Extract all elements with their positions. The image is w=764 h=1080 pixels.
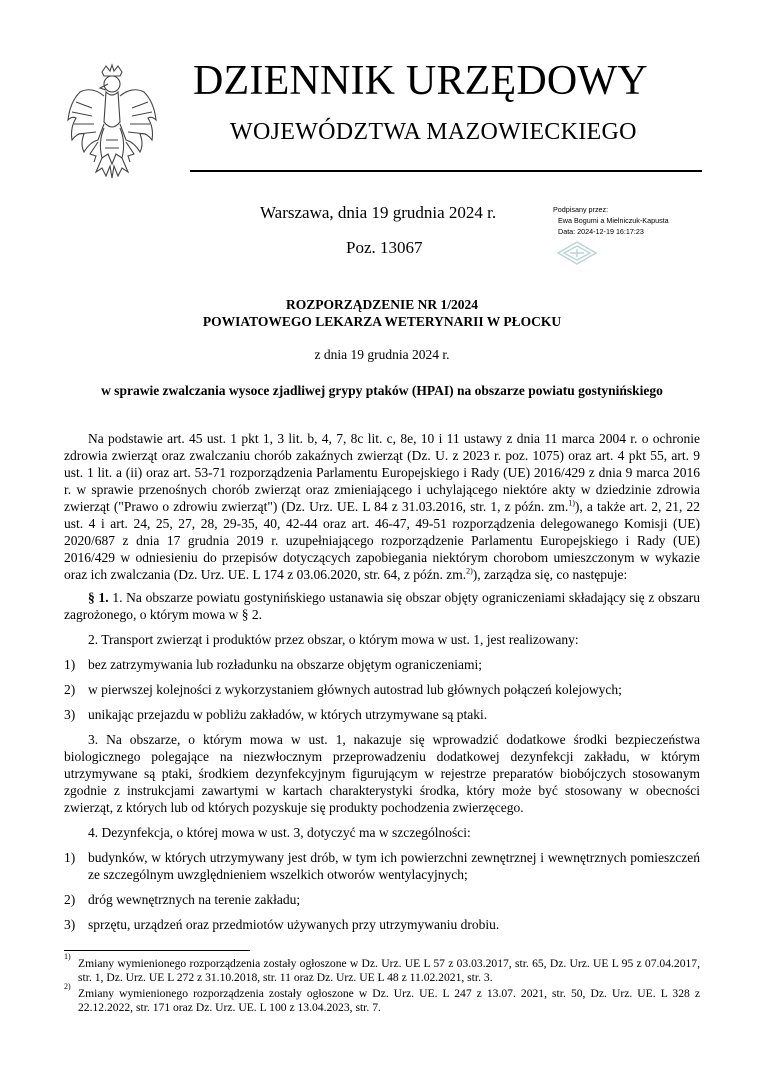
footnote: 2) Zmiany wymienionego rozporządzenia zostały ogłoszone w Dz. Urz. UE. L 247 z 13.07. 2021, str. 50, Dz. Urz. UE. L 328 z 22.12.2022, str. 171 oraz Dz. Urz. UE. L 100 z 13.04.2023, str. 7. <box>64 982 700 1014</box>
footnotes <box>64 952 700 1015</box>
list-item: 1) bez zatrzymywania lub rozładunku na obszarze objętym ograniczeniami; <box>64 657 482 672</box>
list-item: 2) dróg wewnętrznych na terenie zakładu; <box>64 892 301 907</box>
list-item: 3) sprzętu, urządzeń oraz przedmiotów używanych przy utrzymywaniu drobiu. <box>64 917 500 932</box>
digital-signature <box>553 204 669 237</box>
gazette-title: DZIENNIK URZĘDOWY <box>193 58 648 104</box>
list-item: 3) unikając przejazdu w pobliżu zakładów, w których utrzymywane są ptaki. <box>64 707 488 722</box>
header-divider <box>190 170 702 172</box>
publication-date: Warszawa, dnia 19 grudnia 2024 r. <box>260 203 497 222</box>
preamble: Na podstawie art. 45 ust. 1 pkt 1, 3 lit. b, 4, 7, 8c lit. c, 8e, 10 i 11 ustawy z dnia 11 marca 2004 r. o ochronie zdrowia zwierząt oraz zwalczaniu chorób zakaźnych zwierząt (Dz. U. z 2023 r. poz. 1075) oraz art. 4 pkt 55, art. 9 ust. 1 lit. a (ii) oraz art. 53-71 rozporządzenia Parlamentu Europejskiego i Rady (UE) 2016/429 z dnia 9 marca 2016 r. w sprawie przenośnych chorób zwierząt oraz zmieniającego i uchylającego niektóre akty w dziedzinie zdrowia zwierząt ("Prawo o zdrowiu zwierząt") (Dz. Urz. UE. L 84 z 31.03.2016, str. 1, z późn. zm.$^{1)}$), a także art. 2, 21, 22 ust. 4 i art. 24, 25, 27, 28, 29-35, 40, 42-44 oraz art. 46-47, 49-51 rozporządzenia delegowanego Komisji (UE) 2020/687 z dnia 17 grudnia 2019 r. uzupełniającego rozporządzenie Parlamentu Europejskiego i Rady (UE) 2016/429 w odniesieniu do przepisów dotyczących zapobiegania niektórym chorobom umieszczonym w wykazie oraz ich zwalczania (Dz. Urz. UE. L 174 z 03.06.2020, str. 64, z późn. zm.$^{2)}$), zarządza się, co następuje: <box>64 431 700 582</box>
gazette-subtitle: WOJEWÓDZTWA MAZOWIECKIEGO <box>230 119 637 145</box>
paragraph-4: 4. Dezynfekcja, o której mowa w ust. 3, dotyczyć ma w szczególności: <box>88 825 471 840</box>
signature-date: Data: 2024-12-19 16:17:23 <box>558 227 644 236</box>
regulation-subject: w sprawie zwalczania wysoce zjadliwej grypy ptaków (HPAI) na obszarze powiatu gostynińskiego <box>101 383 663 398</box>
list-item: 1) budynków, w których utrzymywany jest drób, w tym ich powierzchni zewnętrznej i wewnętrznych pomieszczeń ze szczególnym uwzględnieniem wszelkich otworów wentylacyjnych; <box>64 850 700 882</box>
regulation-body <box>64 430 700 933</box>
footnote: 1) Zmiany wymienionego rozporządzenia zostały ogłoszone w Dz. Urz. UE L 57 z 03.03.2017, str. 65, Dz. Urz. UE L 95 z 07.04.2017, str. 1, Dz. Urz. UE L 272 z 31.10.2018, str. 11 oraz Dz. Urz. UE L 48 z 11.02.2021, str. 3. <box>64 952 700 984</box>
signature-name: Ewa Bogumi a Mielniczuk-Kapusta <box>558 216 669 225</box>
footnote-ref: 1) <box>568 498 575 508</box>
regulation-date: z dnia 19 grudnia 2024 r. <box>314 347 450 362</box>
footnote-divider <box>64 950 250 951</box>
list-item: 2) w pierwszej kolejności z wykorzystaniem głównych autostrad lub głównych połączeń kolejowych; <box>64 682 622 697</box>
regulation-number: ROZPORZĄDZENIE NR 1/2024 <box>285 297 479 312</box>
signature-label: Podpisany przez: <box>553 205 609 214</box>
footnote-ref: 2) <box>466 566 473 576</box>
paragraph-3: 3. Na obszarze, o którym mowa w ust. 1, nakazuje się wprowadzić dodatkowe środki bezpieczeństwa biologicznego polegające na niezwłocznym przeprowadzeniu dodatkowej dezynfekcji zakładu, w którym utrzymywane są ptaki, środkiem dezynfekcyjnym figurującym w rejestrze preparatów biobójczych stosowanym zgodnie z instrukcjami zawartymi w kartach charakterystyki środka, który może być stosowany w obecności zwierząt, z których lub od których pozyskuje się produkty pochodzenia zwierzęcego. <box>64 732 700 815</box>
paragraph-1: § 1. 1. Na obszarze powiatu gostynińskiego ustanawia się obszar objęty ograniczeniami składający się z obszaru zagrożonego, o którym mowa w § 2. <box>64 590 701 622</box>
section-label: § 1. <box>88 590 109 605</box>
paragraph-2: 2. Transport zwierząt i produktów przez obszar, o którym mowa w ust. 1, jest realizowany: <box>88 632 579 647</box>
signature-stamp-icon <box>556 240 598 266</box>
position-number: Poz. 13067 <box>346 238 423 257</box>
regulation-authority: POWIATOWEGO LEKARZA WETERYNARII W PŁOCKU <box>202 314 562 329</box>
